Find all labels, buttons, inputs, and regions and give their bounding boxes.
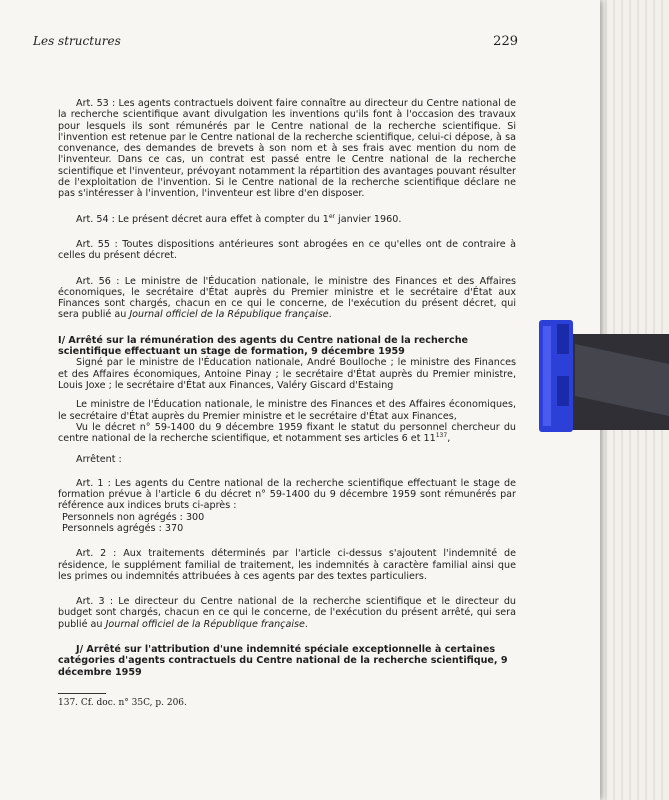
article-54: Art. 54 : Le présent décret aura effet à compter du 1er janvier 1960.: [76, 212, 402, 225]
list-item: Personnels non agrégés : 300: [62, 511, 205, 523]
vu-clause: Vu le décret n° 59-1400 du 9 décembre 1959 fixant le statut du personnel chercheur du centre national de la recherche scientifique, et notamment ses articles 6 et $11^{137}$,: [58, 421, 516, 445]
list-item: Personnels agrégés : 370: [62, 522, 184, 534]
signatories: Signé par le ministre de l'Éducation nationale, André Boulloche ; le ministre des Finances et des Affaires économiques, Antoine Pinay ; le secrétaire d'État auprès du Premier ministre, Louis Joxe ; le secrétaire d'État aux Finances, Valéry Giscard d'Estaing: [58, 357, 516, 391]
page-content: [58, 98, 516, 678]
page-header: [33, 34, 518, 49]
preamble: Le ministre de l'Éducation nationale, le ministre des Finances et des Affaires économiques, le secrétaire d'État auprès du Premier ministre et le secrétaire d'État aux Finances,: [58, 399, 516, 422]
running-title: Les structures: [33, 34, 121, 48]
article-1: Art. 1 : Les agents du Centre national de la recherche scientifique effectuant le stage de formation prévue à l'article 6 du décret n° 59-1400 du 9 décembre 1959 sont rémunérés par référence aux indices bruts ci-après :: [58, 477, 516, 512]
binder-clip-icon: [535, 320, 669, 440]
article-55: Art. 55 : Toutes dispositions antérieures sont abrogées en ce qu'elles ont de contraire à celles du présent décret.: [58, 238, 516, 262]
article-53: Art. 53 : Les agents contractuels doivent faire connaître au directeur du Centre national de la recherche scientifique avant divulgation les inventions qu'ils font à l'occasion des travaux pour lesquels ils sont rémunérés par le Centre national de la recherche scientifique. Si l'invention est retenue par le Centre national de la recherche scientifique, celui-ci dépose, à sa convenance, des demandes de brevets à son nom et à ses frais avec mention du nom de l'inventeur. Dans ce cas, un contrat est passé entre le Centre national de la recherche scientifique et l'inventeur, prévoyant notamment la répartition des avantages pouvant résulter de l'exploitation de l'invention. Si le Centre national de la recherche scientifique déclare ne pas s'intéresser à l'invention, l'inventeur est libre d'en disposer.: [58, 98, 516, 200]
article-2: Art. 2 : Aux traitements déterminés par l'article ci-dessus s'ajoutent l'indemnité de résidence, le supplément familial de traitement, les indemnités à caractère familial ainsi que les primes ou indemnités attribuées à ces agents par des textes particuliers.: [58, 548, 516, 582]
article-3: Art. 3 : Le directeur du Centre national de la recherche scientifique et le directeur du budget sont chargés, chacun en ce qui le concerne, de l'exécution du présent arrêté, qui sera publié au Journal officiel de la République française.: [58, 596, 516, 630]
page-number: 229: [493, 34, 518, 49]
footnote-rule: [58, 693, 106, 694]
footnote: 137. Cf. doc. n° 35C, p. 206.: [58, 698, 187, 708]
section-i-heading: I/ Arrêté sur la rémunération des agents du Centre national de la recherche scientifique effectuant un stage de formation, 9 décembre 1959: [58, 334, 469, 358]
article-56: Art. 56 : Le ministre de l'Éducation nationale, le ministre des Finances et des Affaires économiques, le secrétaire d'État auprès du Premier ministre et le secrétaire d'État aux Finances sont chargés, chacun en ce qui le concerne, de l'exécution du présent décret, qui sera publié au Journal officiel de la République française.: [58, 275, 516, 321]
section-j-heading: J/ Arrêté sur l'attribution d'une indemnité spéciale exceptionnelle à certaines catégories d'agents contractuels du Centre national de la recherche scientifique, 9 décembre 1959: [58, 643, 508, 678]
arretent: Arrêtent :: [76, 454, 122, 466]
